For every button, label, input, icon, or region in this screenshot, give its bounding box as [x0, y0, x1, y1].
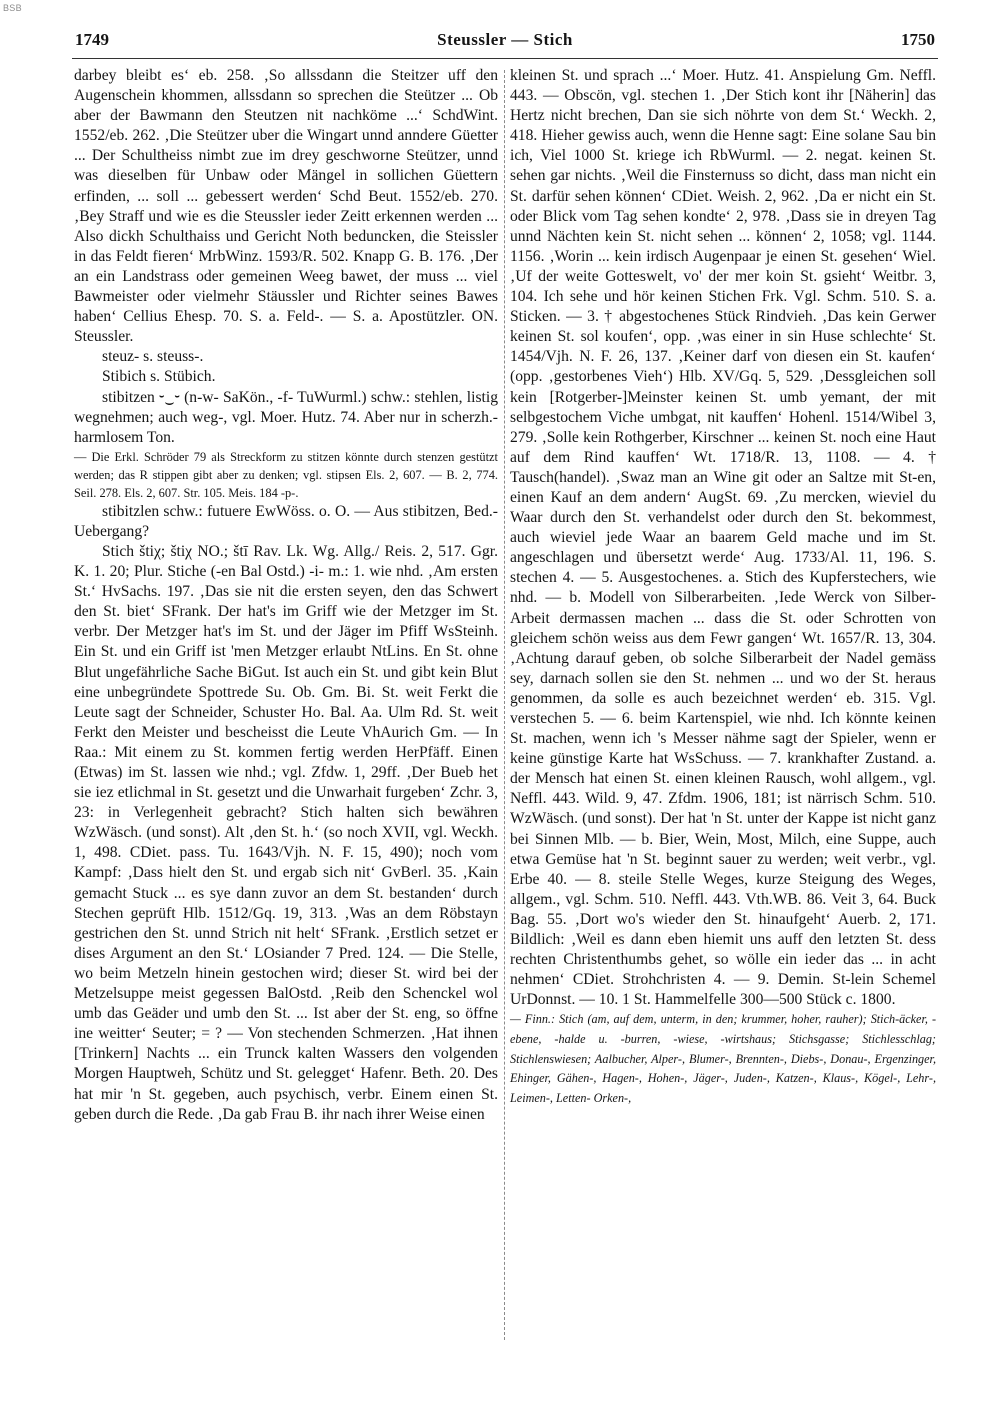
- page-number-left: 1749: [75, 30, 109, 49]
- header-rule: [72, 58, 938, 59]
- entry-stich: Stich štiχ; štiχ NO.; štī Rav. Lk. Wg. Allg./ Reis. 2, 517. Ggr. K. 1. 20; Plur. Stiche (-en Bal Ostd.) -i- m.: 1. wie nhd. ‚Am ersten St.‘ HvSachs. 197. ‚Das sie nit die ersten seyen, den das Schwert den St. biet‘ SFrank. Der hat's im Griff wie der Metzger im St. verbr. Der Metzger hat's im St. und der Jäger im Pfiff WsSteinh. Ein St. und ein Griff ist 'men Metzger erlaubt NtLins. En St. ohne Blut ungefährliche Sache BiGut. Ist auch ein St. und gibt kein Blut eine unbegründete Spottrede Su. Ob. Gm. Bi. St. weit Ferkt die Leute sagt der Schneider, Schuster Ho. Bal. Aa. Ulm Rd. St. weit Ferkt den Meister und bescheisst die Leute VhAurich Gm. — In Raa.: Mit einem zu St. kommen fertig werden HerPfäff. Einen (Etwas) im St. lassen wie nhd.; vgl. Zfdw. 1, 29ff. ‚Der Bueb het sie iez etlichmal in St. gesetzt und die Unwarhait furgeben‘ Zchr. 3, 23: in Verlegenheit gebracht? Stich halten sich bewähren WzWäsch. (und sonst). Alt ‚den St. h.‘ (so noch XVII, vgl. Weckh. 1, 498. CDiet. pass. Tu. 1643/Vjh. N. F. 15, 490); noch vom Kampf: ‚Dass hielt den St. und ergab sich nit‘ GvBerl. 35. ‚Kain gemacht Stuck ... es sye dann zuvor an dem St. bestanden‘ durch Stechen geprüft Hlb. 1512/Gq. 19, 313. ‚Was an dem Röbstayn gestrichen den St. unnd Strich nit helt‘ SFrank. ‚Erstlich setzet er dises Argument an den St.‘ LOsiander 7 Pred. 124. — Die Stelle, wo beim Metzeln hinein gestochen wird; dieser St. wird bei der Metzelsuppe meist gegessen BalOstd. ‚Reib den Schenckel wol umb das Geäder und umb den St. ... Ist aber der St. eng, so öffne ine weitter‘ Seuter; = ? — Von stechenden Schmerzen. ‚Hat ihnen [Trinkern] Nachts ... ein Trunck kalten Wassers den volgenden Morgen Hauptweh, Schütz und St. gelegget‘ Hafenr. Beth. 20. Des hat mir 'n St. gegeben, auch psychisch, verbr. Einem einen St. geben durch die Rede. ‚Da gab Frau B. ihr nach ihrer Weise einen: [74, 542, 498, 1123]
- library-stamp: BSB: [3, 3, 22, 13]
- paragraph: kleinen St. und sprach ...‘ Moer. Hutz. 41. Anspielung Gm. Neffl. 443. — Obscön, vgl. stechen 1. ‚Der Stich kont ihr [Näherin] das Hertz nicht brechen, Dan sie sich nöhrte von dem St.‘ Weckh. 2, 418. Hieher gewiss auch, wenn die Henne sagt: Eine solane Sau bin ich, Viel 1000 St. kriege ich RbWurml. — 2. negat. keinen St. sehen gar nichts. ‚Weil die Finsternuss so dicht, dass man nicht ein St. darfür sehen können‘ CDiet. Weish. 2, 962. ‚Da er nicht ein St. oder Blick vom Tag sehen kondte‘ 2, 978. ‚Dass sie in dreyen Tag unnd Nächten kein St. nicht sehen ... können‘ 2, 1058; vgl. 1144. 1156. ‚Worin ... kein irdisch Augenpaar je einen St. gesehen‘ Wiel. ‚Uf der weite Gotteswelt, vo' der mer koin St. gsieht‘ Weitbr. 3, 104. Ich sehe und hör keinen Stichen Frk. Vgl. Schm. 510. S. a. Sticken. — 3. † abgestochenes Stück Rindvieh. ‚Das kein Gerwer keinen St. sol koufen‘, opp. ‚was einer in sin Huse schlechte‘ St. 1454/Vjh. N. F. 26, 137. ‚Keiner darf von diesen ein St. kaufen‘ (opp. ‚gestorbenes Vieh‘) Hlb. XV/Gq. 5, 529. ‚Dessgleichen soll kein [Rotgerber-]Meinster keinen St. umb yemant, der mit selbgestochem Viche umbgat, nit kauffen‘ Hohenl. 1514/Wibel 3, 279. ‚Solle kein Rothgerber, Kirschner ... keinen St. noch eine Haut auf dem Rind kauffen‘ Wt. 1718/R. 13, 1108. — 4. † Tausch(handel). ‚Swaz man an Wine git oder an Saltze mit St-en, einen Kauf an dem andern‘ AugSt. 69. ‚Zu mercken, wieviel du Waar durch den St. verhandelst oder durch den St. bekommest, auch wieviel jede Waar an baarem Geld mache und im St. angeschlagen und übersetzt werde‘ Aug. 1733/Al. 11, 196. S. stechen 4. — 5. Ausgestochenes. a. Stich des Kupferstechers, wie nhd. — b. Modell von Silberarbeiten. ‚Iede Werck von Silber-Arbeit dermassen machen ... dass die St. oder Schrotten von gleichem schön weiss aus dem Fewr gangen‘ Wt. 1657/R. 13, 304. ‚Achtung darauf geben, ob solche Silberarbeit der Nadel gemäss sey, darnach sollen sie den St. nehmen ... und wo der St. heraus genommen, da solle es auch bezeichnet werden‘ eb. 315. Vgl. verstechen 5. — 6. beim Kartenspiel, wie nhd. Ich könnte keinen St. machen, wenn ich 's Messer nähme sagt der Spieler, wenn er keine günstige Karte hat WsSchuss. — 7. krankhafter Zustand. a. der Mensch hat einen St. einen kleinen Rausch, wohl allgem., vgl. Neffl. 443. Wild. 9, 47. Zfdm. 1906, 181; ist närrisch Schm. 510. WzWäsch. (und sonst). Der hat 'n St. unter der Kappe ist nicht ganz bei Sinnen Mlb. — b. Bier, Wein, Most, Milch, eine Suppe, auch etwa Gemüse hat 'n St. beginnt sauer zu werden; weit verbr., vgl. Erbe 40. — 8. steile Stelle Weges, kurze Steigung des Weges, allgem., vgl. Schm. 510. Neffl. 443. Vth.WB. 86. Veit 3, 64. Buck Bag. 55. ‚Dort wo's wieder den St. hinaufgeht‘ Auerb. 2, 171. Bildlich: ‚Weil es dann eben hiemit uns auff den letzten St. dess rechten Christenthumbs gehet, so wölle ein ieder das ... in acht nehmen‘ CDiet. Strohchristen 4. — 9. Demin. St-lein Schemel UrDonnst. — 10. 1 St. Hammelfelle 300—500 Stück c. 1800.: [510, 67, 936, 1009]
- entry-stibitzlen: stibitzlen schw.: futuere EwWöss. o. O. — Aus stibitzen, Bed.-Uebergang?: [74, 502, 498, 540]
- left-column: [74, 66, 498, 1125]
- entry-stibitzen: stibitzen ⏑‿⏑ (n-w- SaKön., -f- TuWurml.) schw.: stehlen, listig wegnehmen; auch weg-, vgl. Moer. Hutz. 74. Aber nur in scherzh.-harmlosem Ton.: [74, 388, 498, 446]
- paragraph: Stibich s. Stübich.: [102, 368, 216, 386]
- paragraph: steuz- s. steuss-.: [102, 348, 204, 366]
- page-header: [75, 30, 935, 54]
- place-names-note: — Finn.: Stich (am, auf dem, unterm, in den; krummer, hoher, rauher); Stich-äcker, -ebene, -halde u. -burren, -wiese, -wirtshaus; Stichsgasse; Stichlesschlag; Stichlenswiesen; Aalbucher, Alper-, Blumer-, Brennten-, Diebs-, Donau-, Ergenzinger, Ehinger, Gähen-, Hagen-, Hohen-, Jäger-, Juden-, Katzen-, Klaus-, Kögel-, Lehr-, Leimen-, Letten- Orken-,: [510, 1012, 936, 1105]
- paragraph: darbey bleibt es‘ eb. 258. ‚So allssdann die Steitzer uff den Augenschein khommen, allssdann so sprechen die Steützer ... Ob aber der Bawmann den Steutzen nit nachköme ...‘ SchdWint. 1552/eb. 262. ‚Die Steützer uber die Wingart unnd anndere Güetter ... Der Schultheiss nimbt zue im drey geschworne Steützer, unnd was dieselben für Unbaw oder Mängel in sollichen Güettern erfinden, ... soll ... gebessert werden‘ Schd Beut. 1552/eb. 270. ‚Bey Straff und wie es die Steussler ieder Zeitt erkennen werden ... Also dickh Schulthaiss und Gericht Noth beduncken, die Steissler in das Feldt fieren‘ MrbWinz. 1593/R. 502. Knapp G. B. 176. ‚Der an ein Landstrass oder gemeinen Weeg bawet, der muss ... viel Bawmeister oder vielmehr Stäussler und Richter seines Bawes haben‘ Cellius Ehesp. 70. S. a. Feld-. — S. a. Apostützler. ON. Steussler.: [74, 67, 498, 346]
- page-number-right: 1750: [901, 30, 935, 49]
- etymology-note: — Die Erkl. Schröder 79 als Streckform zu stitzen könnte durch stenzen gestützt werden; das R stippen gibt aber zu denken; vgl. stipsen Els. 2, 607. — B. 2, 774. Seil. 278. Els. 2, 607. Str. 105. Meis. 184 -p-.: [74, 449, 498, 500]
- running-title: Steussler — Stich: [437, 30, 573, 49]
- column-divider: [504, 70, 505, 1340]
- right-column: [510, 66, 936, 1108]
